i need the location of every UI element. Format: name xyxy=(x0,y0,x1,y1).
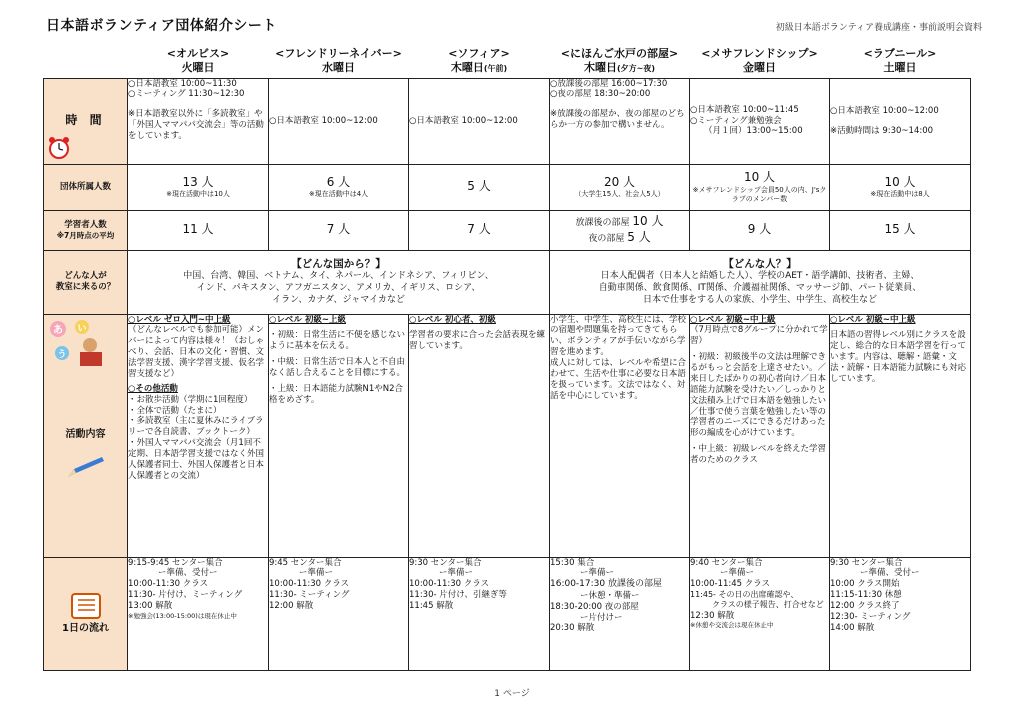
activity-item: ・初級：日常生活に不便を感じないように基本を伝える。 xyxy=(269,330,406,352)
time-note: ※活動時間は 9:30~14:00 xyxy=(830,125,934,136)
origin-row xyxy=(44,250,971,314)
group-header xyxy=(830,42,971,78)
row-header-members xyxy=(44,164,128,210)
flow-step: 11:30- ミーティング xyxy=(269,590,350,601)
flow-step: 12:30 解散 xyxy=(690,610,735,621)
row-label: どんな人が xyxy=(64,271,107,282)
row-header-activity xyxy=(44,314,128,557)
member-count: 20 人 xyxy=(603,174,636,189)
learner-count: 7 人 xyxy=(467,222,491,237)
member-count: 10 人 xyxy=(743,170,776,185)
time-note: ※日本語教室以外に「多読教室」や「外国人ママパパ交流会」等の活動をしています。 xyxy=(128,109,264,141)
row-label: 団体所属人数 xyxy=(59,181,111,192)
members-cell xyxy=(830,164,971,210)
row-header-time xyxy=(44,78,128,164)
activity-item: ・上級：日本語能力試験N1やN2合格をめざす。 xyxy=(269,383,404,405)
activity-cell xyxy=(409,314,550,557)
level-heading: ○レベル ゼロ入門~中上級 xyxy=(128,314,231,325)
activity-text: （7月時点で8グループに分かれて学習） xyxy=(690,325,828,347)
learner-count: 9 人 xyxy=(747,222,772,237)
flow-cell xyxy=(409,557,550,670)
flow-step: 11:30- 片付け、ミーティング xyxy=(128,590,243,601)
time-line: ○ミーティング兼勉強会 xyxy=(690,115,782,126)
flow-step: ー準備ー xyxy=(720,568,755,579)
flow-step: 13:00 解散 xyxy=(128,601,173,611)
members-cell xyxy=(128,164,269,210)
member-note: ※現在活動中は4人 xyxy=(308,190,369,199)
flow-step: 10:00-11:30 クラス xyxy=(409,579,490,590)
flow-row xyxy=(44,557,971,670)
members-cell xyxy=(550,164,690,210)
flow-step: ー片付けー xyxy=(580,612,623,623)
time-cell xyxy=(550,78,690,164)
flow-step: 11:45- その日の出席確認や、 xyxy=(690,590,799,600)
time-line: ○日本語教室 10:00~12:00 xyxy=(269,115,378,126)
flow-step: 12:30- ミーティング xyxy=(830,611,911,622)
flow-step: 12:00 クラス終了 xyxy=(830,601,900,611)
flow-step: 11:30- 片付け、引継ぎ等 xyxy=(409,590,507,601)
flow-step: 16:00-17:30 放課後の部屋 xyxy=(550,579,662,590)
member-note: （大学生15人、社会人5人） xyxy=(574,190,665,199)
activity-text: （どんなレベルでも参加可能）メンバーによって内容は様々！（おしゃべり、会話、日本の文化・習慣、文法学習支援、漢字学習支援、仮名学習支援など） xyxy=(128,325,265,379)
time-line: （月１回）13:00~15:00 xyxy=(704,126,803,137)
member-count: 6 人 xyxy=(326,174,351,189)
row-header-learners xyxy=(44,210,128,250)
group-day: 木曜日 xyxy=(450,61,484,75)
group-header xyxy=(269,42,409,78)
row-header-origin xyxy=(44,250,128,314)
group-header xyxy=(550,42,690,78)
activity-cell xyxy=(269,314,409,557)
group-day: 金曜日 xyxy=(743,61,776,75)
row-label: 学習者人数 xyxy=(64,219,107,230)
people-cell xyxy=(550,250,971,314)
flow-note: ※休憩や交流会は現在休止中 xyxy=(690,621,774,630)
group-day-note: (夕方~夜) xyxy=(616,64,655,74)
activity-cell xyxy=(550,314,690,557)
activity-item: ・中級：日常生活で日本人と不自由なく話し合えることを目標にする。 xyxy=(269,357,406,378)
learner-count: 5 人 xyxy=(627,230,651,244)
group-name: <オルビス> xyxy=(166,47,230,61)
header-row xyxy=(44,42,971,78)
row-sublabel: ※7月時点の平均 xyxy=(56,230,115,240)
document-note: 初級日本語ボランティア養成講座・事前説明会資料 xyxy=(775,23,982,33)
people-heading: 【どんな人？】 xyxy=(723,257,797,270)
document-title: 日本語ボランティア団体紹介シート xyxy=(46,18,277,34)
level-heading: ○レベル 初級~中上級 xyxy=(690,314,776,325)
row-label: 活動内容 xyxy=(65,429,106,441)
time-line: ○夜の部屋 18:30~20:00 xyxy=(550,89,651,100)
member-note: ※メサフレンドシップ会員50人の内、J'sクラブのメンバー数 xyxy=(692,185,827,203)
countries-line: イラン、カナダ、ジャマイカなど xyxy=(272,294,405,305)
time-note: ※放課後の部屋か、夜の部屋のどちらか一方の参加で構いません。 xyxy=(550,109,685,131)
group-name: <ラブニール> xyxy=(863,47,937,61)
time-line: ○放課後の部屋 16:00~17:30 xyxy=(550,78,668,89)
learner-label: 夜の部屋 xyxy=(588,234,625,244)
member-count: 5 人 xyxy=(467,179,491,194)
members-cell xyxy=(690,164,830,210)
flow-step: 9:30 センター集合 xyxy=(409,557,482,568)
learner-count: 10 人 xyxy=(632,214,664,229)
flow-step: 10:00-11:45 クラス xyxy=(690,579,771,590)
flow-step: 11:45 解散 xyxy=(409,601,454,611)
flow-cell xyxy=(550,557,690,670)
activity-text: 日本語の習得レベル別にクラスを設定し、総合的な日本語学習を行っています。内容は、聴解・語彙・文法・読解・日本語能力試験にも対応しています。 xyxy=(830,330,967,384)
flow-step: 20:30 解散 xyxy=(550,623,595,634)
learners-cell xyxy=(550,210,690,250)
flow-cell xyxy=(690,557,830,670)
group-day: 土曜日 xyxy=(883,61,917,75)
group-day: 木曜日 xyxy=(583,61,617,75)
time-line: ○ミーティング 11:30~12:30 xyxy=(128,89,245,100)
learners-cell xyxy=(409,210,550,250)
learner-count: 11 人 xyxy=(182,222,214,237)
activity-text: 学習者の要求に合った会話表現を練習しています。 xyxy=(409,330,546,352)
header-corner xyxy=(44,42,128,78)
notebook-icon xyxy=(69,591,103,621)
countries-heading: 【どんな国から？】 xyxy=(291,257,386,270)
time-cell xyxy=(690,78,830,164)
row-label: 時 間 xyxy=(65,113,106,128)
flow-note: ※勉強会(13:00-15:00)は現在休止中 xyxy=(128,611,237,620)
flow-step: ー準備ー xyxy=(299,568,334,579)
row-header-flow xyxy=(44,557,128,670)
learners-row xyxy=(44,210,971,250)
learner-count: 7 人 xyxy=(326,222,351,237)
flow-step: ー準備ー xyxy=(439,568,474,579)
flow-step: 9:30 センター集合 xyxy=(830,557,903,568)
svg-text:あ: あ xyxy=(53,324,63,336)
learners-cell xyxy=(269,210,409,250)
flow-cell xyxy=(269,557,409,670)
people-line: 日本人配偶者（日本人と結婚した人）、学校のAET・語学講師、技術者、主婦、 xyxy=(600,271,920,282)
groups-table xyxy=(43,42,971,671)
activity-item: ・お散歩活動（学期に1回程度） xyxy=(128,394,253,405)
svg-text:う: う xyxy=(57,349,67,360)
flow-step: 10:00-11:30 クラス xyxy=(269,579,350,590)
people-line: 自動車関係、飲食関係、IT関係、介護福祉関係、マッサージ師、パート従業員、 xyxy=(598,282,922,293)
activity-item: ・多読教室（主に夏休みにライブラリーで各自読書、ブックトーク） xyxy=(128,416,264,438)
group-name: <にほんご水戸の部屋> xyxy=(560,47,679,61)
row-label: 1日の流れ xyxy=(62,623,109,635)
time-line: ○日本語教室 10:00~11:45 xyxy=(690,104,799,115)
level-heading: ○レベル 初級~上級 xyxy=(269,314,346,325)
activity-row xyxy=(44,314,971,557)
group-name: <ソフィア> xyxy=(448,47,510,61)
learners-cell xyxy=(830,210,971,250)
group-name: <フレンドリーネイバー> xyxy=(275,47,402,61)
flow-step: クラスの様子報告、打合せなど xyxy=(712,600,824,610)
row-label: 教室に来るの？ xyxy=(55,282,116,292)
student-reading-icon xyxy=(48,319,108,369)
members-cell xyxy=(269,164,409,210)
time-line: ○日本語教室 10:00~12:00 xyxy=(409,115,518,126)
flow-step: 9:40 センター集合 xyxy=(690,557,763,568)
time-cell xyxy=(269,78,409,164)
flow-step: ー準備、受付ー xyxy=(860,568,920,579)
members-row xyxy=(44,164,971,210)
learners-cell xyxy=(690,210,830,250)
time-line: ○日本語教室 10:00~12:00 xyxy=(830,105,939,116)
flow-step: ー休憩・準備ー xyxy=(580,590,640,601)
group-header xyxy=(128,42,269,78)
group-name: <メサフレンドシップ> xyxy=(701,47,818,61)
member-count: 10 人 xyxy=(884,174,916,189)
group-header xyxy=(690,42,830,78)
people-line: 日本で仕事をする人の家族、小学生、中学生、高校生など xyxy=(642,294,877,305)
flow-step: 9:45 センター集合 xyxy=(269,557,342,568)
activity-cell xyxy=(128,314,269,557)
activity-item: ・外国人ママパパ交流会（月1回不定期、日本語学習支援ではなく外国人保護者同士、外国人保護者と日本人保護者との交流） xyxy=(128,438,265,481)
flow-step: 11:15-11:30 休憩 xyxy=(830,590,902,601)
group-day: 水曜日 xyxy=(322,61,355,75)
activity-item: ・中上級：初級レベルを終えた学習者のためのクラス xyxy=(690,444,827,465)
flow-step: 12:00 解散 xyxy=(269,601,314,611)
group-header xyxy=(409,42,550,78)
flow-step: 10:00 クラス開始 xyxy=(830,579,900,590)
activity-item: ・全体で活動（たまに） xyxy=(128,405,222,416)
time-cell xyxy=(128,78,269,164)
member-note: ※現在活動中は8人 xyxy=(870,190,930,199)
pencil-icon xyxy=(66,455,106,479)
time-row xyxy=(44,78,971,164)
flow-step: 18:30-20:00 夜の部屋 xyxy=(550,601,639,612)
page-number: 1 ページ xyxy=(494,689,530,699)
flow-step: 15:30 集合 xyxy=(550,557,595,568)
flow-step: 10:00-11:30 クラス xyxy=(128,579,209,590)
alarm-clock-icon xyxy=(46,135,72,161)
learners-cell xyxy=(128,210,269,250)
flow-step: ー準備ー xyxy=(580,568,615,579)
level-heading: ○レベル 初心者、初級 xyxy=(409,314,496,325)
time-line: ○日本語教室 10:00~11:30 xyxy=(128,78,237,89)
members-cell xyxy=(409,164,550,210)
flow-step: ー準備、受付ー xyxy=(158,568,218,579)
countries-line: 中国、台湾、韓国、ベトナム、タイ、ネパール、インドネシア、フィリピン、 xyxy=(183,271,494,282)
flow-step: 9:15-9:45 センター集合 xyxy=(128,557,223,568)
flow-cell xyxy=(128,557,269,670)
countries-cell xyxy=(128,250,550,314)
member-count: 13 人 xyxy=(182,174,214,189)
countries-line: インド、パキスタン、アフガニスタン、アメリカ、イギリス、ロシア、 xyxy=(196,282,481,293)
flow-step: 14:00 解散 xyxy=(830,622,875,633)
member-note: ※現在活動中は10人 xyxy=(166,190,230,199)
level-heading: ○レベル 初級~中上級 xyxy=(830,314,916,325)
learner-count: 15 人 xyxy=(884,222,916,237)
time-cell xyxy=(409,78,550,164)
svg-text:い: い xyxy=(77,323,87,334)
group-day-note: (午前) xyxy=(483,64,508,74)
activity-cell xyxy=(690,314,830,557)
activity-text: 成人に対しては、レベルや希望に合わせて、生活や仕事に必要な日本語を扱っています。文法ではなく、対話を中心にしています。 xyxy=(550,358,687,401)
activity-text: 小学生、中学生、高校生には、学校の宿題や問題集を持ってきてもらい、ボランティアが手伝いながら学習を進めます。 xyxy=(550,314,687,358)
activity-item: ・初級：初級後半の文法は理解できるがもっと会話を上達させたい。／来日したばかりの初心者向け／日本語能力試験を受けたい／しっかりと文法積み上げで日本語を勉強したい／仕事で使う言葉を勉強したい等の学習者のニーズにできるだけあった形の編成を心がけています。 xyxy=(690,352,827,439)
other-heading: ○その他活動 xyxy=(128,383,178,394)
flow-cell xyxy=(830,557,971,670)
learner-label: 放課後の部屋 xyxy=(575,218,630,229)
time-cell xyxy=(830,78,971,164)
group-day: 火曜日 xyxy=(181,61,215,75)
activity-cell xyxy=(830,314,971,557)
